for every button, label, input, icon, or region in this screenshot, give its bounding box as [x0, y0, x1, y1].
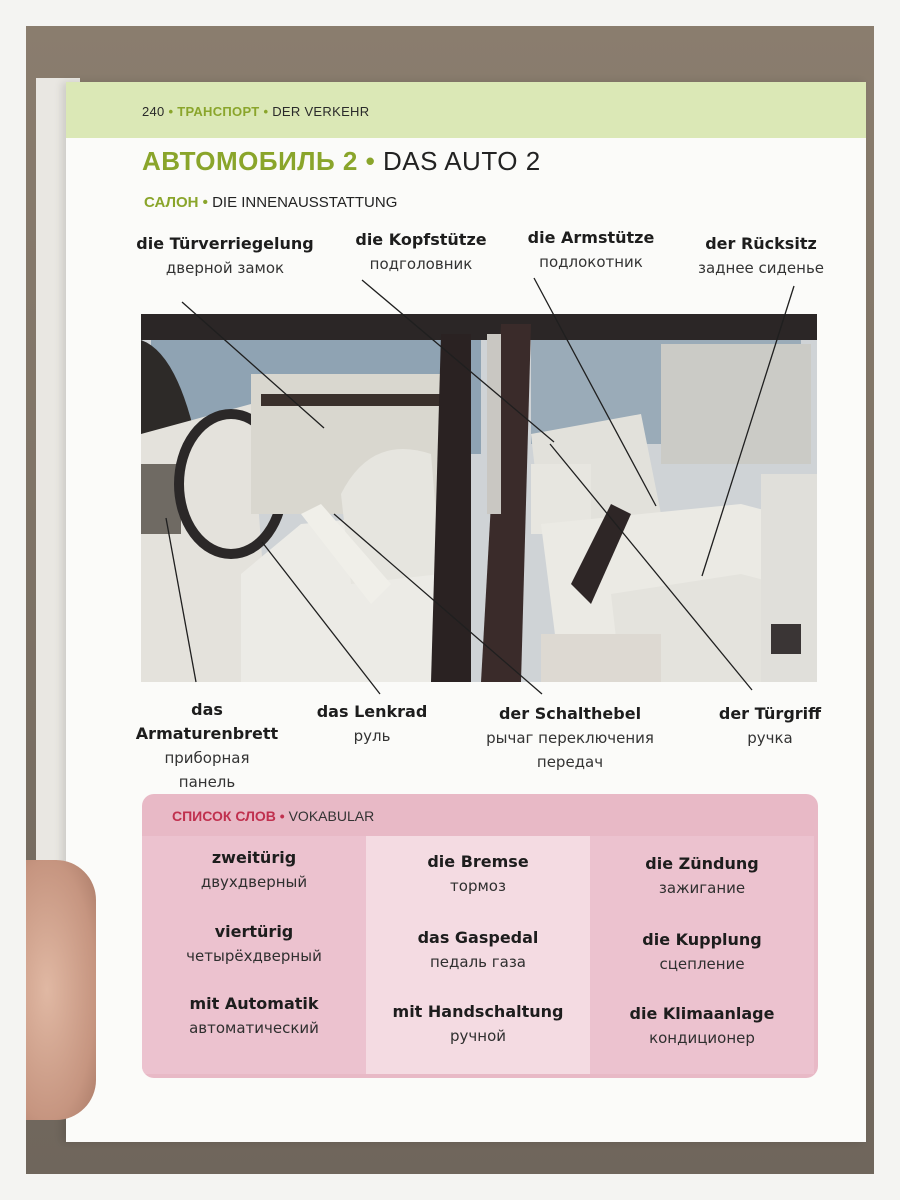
label-dashboard: das Armaturenbrett приборная панель — [135, 700, 279, 791]
label-steering-wheel: das Lenkrad руль — [316, 702, 428, 745]
page-number: 240 — [142, 104, 165, 119]
label-door-lock: die Türverriegelung дверной замок — [136, 234, 314, 277]
title-ru: АВТОМОБИЛЬ 2 — [142, 146, 358, 176]
vocab-word: mit Handschaltung ручной — [392, 1002, 564, 1045]
vocab-word: viertürig четырёхдверный — [186, 922, 322, 965]
label-rear-seat: der Rücksitz заднее сиденье — [697, 234, 825, 277]
book-page — [66, 82, 866, 1142]
label-door-handle: der Türgriff ручка — [718, 704, 822, 747]
vocab-word: mit Automatik автоматический — [189, 994, 319, 1037]
page-title: АВТОМОБИЛЬ 2 • DAS AUTO 2 — [142, 146, 541, 176]
section-ru: ТРАНСПОРТ — [177, 104, 260, 119]
subtitle-ru: САЛОН — [144, 194, 199, 211]
page-subtitle: САЛОН • DIE INNENAUSSTATTUNG — [144, 194, 398, 211]
vocab-word: die Zündung зажигание — [645, 854, 759, 897]
vocabulary-column-2 — [366, 836, 590, 1074]
vocab-word: die Bremse тормоз — [427, 852, 529, 895]
title-de: DAS AUTO 2 — [382, 146, 541, 176]
vocabulary-column-1 — [142, 836, 366, 1074]
vocabulary-heading: СПИСОК СЛОВ • VOKABULAR — [172, 808, 375, 824]
label-headrest: die Kopfstütze подголовник — [355, 230, 487, 273]
vocab-word: die Klimaanlage кондиционер — [629, 1004, 775, 1047]
label-gear-lever: der Schalthebel рычаг переключения передач — [486, 704, 654, 771]
vocab-word: das Gaspedal педаль газа — [417, 928, 539, 971]
vocabulary-column-3 — [590, 836, 814, 1074]
subtitle-de: DIE INNENAUSSTATTUNG — [212, 194, 398, 211]
vocab-word: zweitürig двухдверный — [200, 848, 308, 891]
car-interior-photo — [141, 314, 817, 682]
vocab-word: die Kupplung сцепление — [642, 930, 762, 973]
running-header: 240 • ТРАНСПОРТ • DER VERKEHR — [142, 104, 370, 119]
vocabulary-box — [142, 794, 818, 1078]
thumb — [26, 860, 96, 1120]
section-de: DER VERKEHR — [272, 104, 370, 119]
label-armrest: die Armstütze подлокотник — [527, 228, 655, 271]
